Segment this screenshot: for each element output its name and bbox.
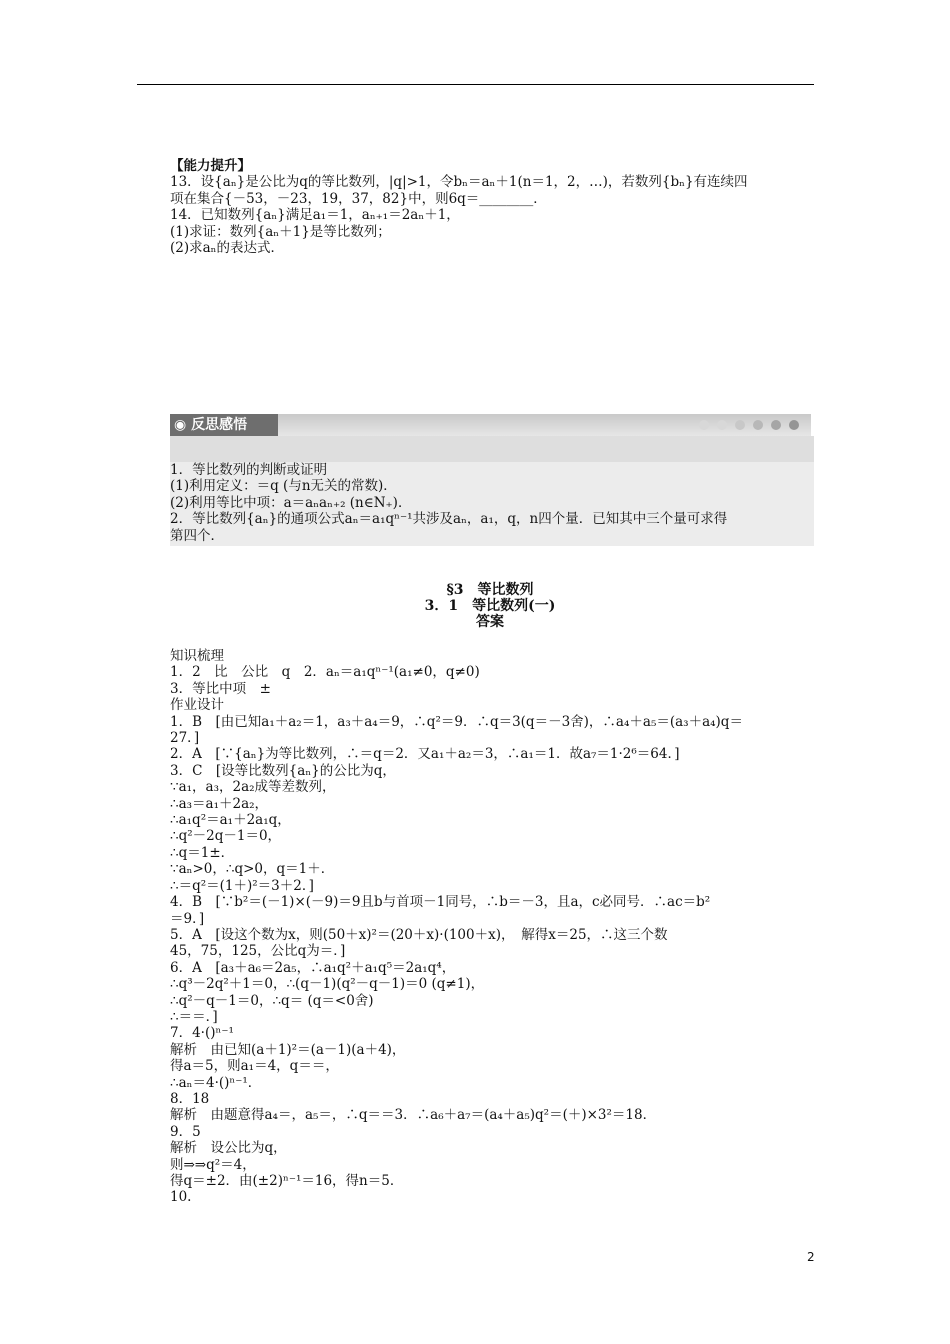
answer-line: ∴aₙ＝4·()ⁿ⁻¹． bbox=[170, 1074, 262, 1091]
answer-line: 1．2 比 公比 q 2．aₙ＝a₁qⁿ⁻¹(a₁≠0，q≠0) bbox=[170, 664, 480, 681]
ability-line: (1)求证：数列{aₙ＋1}是等比数列； bbox=[170, 223, 391, 240]
answer-line: ∴＝＝．] bbox=[170, 1008, 218, 1025]
answer-line: 10. bbox=[170, 1189, 192, 1206]
ability-line: 项在集合{－53，－23，19，37，82}中，则6q＝________． bbox=[170, 190, 547, 207]
answer-line: 2．A [∵{aₙ}为等比数列，∴＝q＝2．又a₁＋a₂＝3，∴a₁＝1．故a₇＝1·2⁶＝64．] bbox=[170, 746, 680, 763]
dot-icon bbox=[753, 420, 763, 430]
reflect-line: 1．等比数列的判断或证明 bbox=[170, 462, 328, 478]
ability-heading: 【能力提升】 bbox=[170, 158, 251, 174]
answer-line: 解析 设公比为q， bbox=[170, 1140, 287, 1157]
answer-line: ∴q＝1±． bbox=[170, 844, 235, 861]
ability-line: 14．已知数列{aₙ}满足a₁＝1，aₙ₊₁＝2aₙ＋1， bbox=[170, 207, 460, 224]
decorative-dots bbox=[699, 420, 799, 430]
reflect-line: (1)利用定义：＝q (与n无关的常数)． bbox=[170, 478, 397, 495]
answers-section bbox=[170, 648, 815, 1206]
answer-line: 8．18 bbox=[170, 1090, 210, 1107]
answer-line: 解析 由题意得a₄＝，a₅＝，∴q＝＝3．∴a₆＋a₇＝(a₄＋a₅)q²＝(＋)×3²＝18． bbox=[170, 1107, 657, 1124]
dot-icon bbox=[771, 420, 781, 430]
dot-icon bbox=[717, 420, 727, 430]
answer-line: ∵a₁，a₃，2a₂成等差数列， bbox=[170, 779, 336, 796]
answer-line: ∴q²－q－1＝0，∴q＝ (q＝<0舍) bbox=[170, 992, 374, 1009]
answer-line: 解析 由已知(a＋1)²＝(a－1)(a＋4)， bbox=[170, 1041, 406, 1058]
answer-line: 4．B [∵b²＝(－1)×(－9)＝9且b与首项－1同号，∴b＝－3，且a，c必同号．∴ac＝b² bbox=[170, 894, 711, 911]
answer-line: 得a＝5，则a₁＝4，q＝＝， bbox=[170, 1058, 339, 1075]
section-subtitle: 3．1 等比数列(一) bbox=[424, 598, 556, 614]
answer-line: 45，75，125，公比q为＝．] bbox=[170, 943, 346, 960]
answer-line: 得q＝±2．由(±2)ⁿ⁻¹＝16，得n＝5． bbox=[170, 1173, 404, 1189]
page-number: 2 bbox=[807, 1250, 815, 1264]
answer-line: ∴＝q²＝(1＋)²＝3＋2．] bbox=[170, 877, 314, 894]
answer-line: 6．A [a₃＋a₆＝2a₅，∴a₁q²＋a₁q⁵＝2a₁q⁴， bbox=[170, 959, 456, 976]
reflect-line: (2)利用等比中项：a＝aₙaₙ₊₂ (n∈N₊)． bbox=[170, 494, 412, 511]
answer-line: ∴a₃＝a₁＋2a₂， bbox=[170, 795, 269, 812]
answer-line: ∴q³－2q²＋1＝0，∴(q－1)(q²－q－1)＝0 (q≠1)， bbox=[170, 976, 485, 993]
reflect-line: 2．等比数列{aₙ}的通项公式aₙ＝a₁qⁿ⁻¹共涉及aₙ，a₁，q，n四个量．已知其中三个量可求得 bbox=[170, 511, 728, 528]
dot-icon bbox=[789, 420, 799, 430]
answer-line: 9．5 bbox=[170, 1123, 201, 1140]
reflect-content bbox=[170, 462, 815, 544]
ability-section bbox=[170, 158, 815, 256]
answer-line: ＝9．] bbox=[170, 910, 205, 927]
answer-line: 7．4·()ⁿ⁻¹ bbox=[170, 1025, 234, 1042]
answer-line: 作业设计 bbox=[170, 697, 224, 714]
answer-heading: 答案 bbox=[476, 614, 504, 630]
reflect-header-bar bbox=[170, 414, 811, 436]
answer-line: 知识梳理 bbox=[170, 648, 224, 664]
answer-line: 3．C [设等比数列{aₙ}的公比为q， bbox=[170, 762, 396, 779]
dot-icon bbox=[735, 420, 745, 430]
answer-line: 1．B [由已知a₁＋a₂＝1，a₃＋a₄＝9，∴q²＝9．∴q＝3(q＝－3舍)，∴a₄＋a₅＝(a₃＋a₄)q＝ bbox=[170, 713, 743, 730]
section-title: §3 等比数列 bbox=[446, 582, 534, 598]
answer-line: ∵aₙ>0，∴q>0，q＝1＋． bbox=[170, 861, 335, 878]
answer-line: 5．A [设这个数为x，则(50＋x)²＝(20＋x)·(100＋x)， 解得x＝25，∴这三个数 bbox=[170, 926, 668, 943]
answer-line: ∴q²－2q－1＝0， bbox=[170, 828, 282, 845]
header-rule bbox=[137, 84, 814, 85]
answer-line: 3．等比中项 ± bbox=[170, 680, 271, 697]
answer-line: ∴a₁q²＝a₁＋2a₁q， bbox=[170, 812, 291, 829]
reflect-label: ◉ 反思感悟 bbox=[170, 414, 278, 436]
ability-line: 13．设{aₙ}是公比为q的等比数列，|q|>1，令bₙ＝aₙ＋1(n＝1，2，…)，若数列{bₙ}有连续四 bbox=[170, 174, 748, 191]
reflect-line: 第四个． bbox=[170, 527, 224, 544]
answer-line: 27．] bbox=[170, 730, 200, 747]
dot-icon bbox=[699, 420, 709, 430]
ability-line: (2)求aₙ的表达式． bbox=[170, 240, 285, 257]
answer-line: 则⇒⇒q²＝4， bbox=[170, 1156, 256, 1173]
